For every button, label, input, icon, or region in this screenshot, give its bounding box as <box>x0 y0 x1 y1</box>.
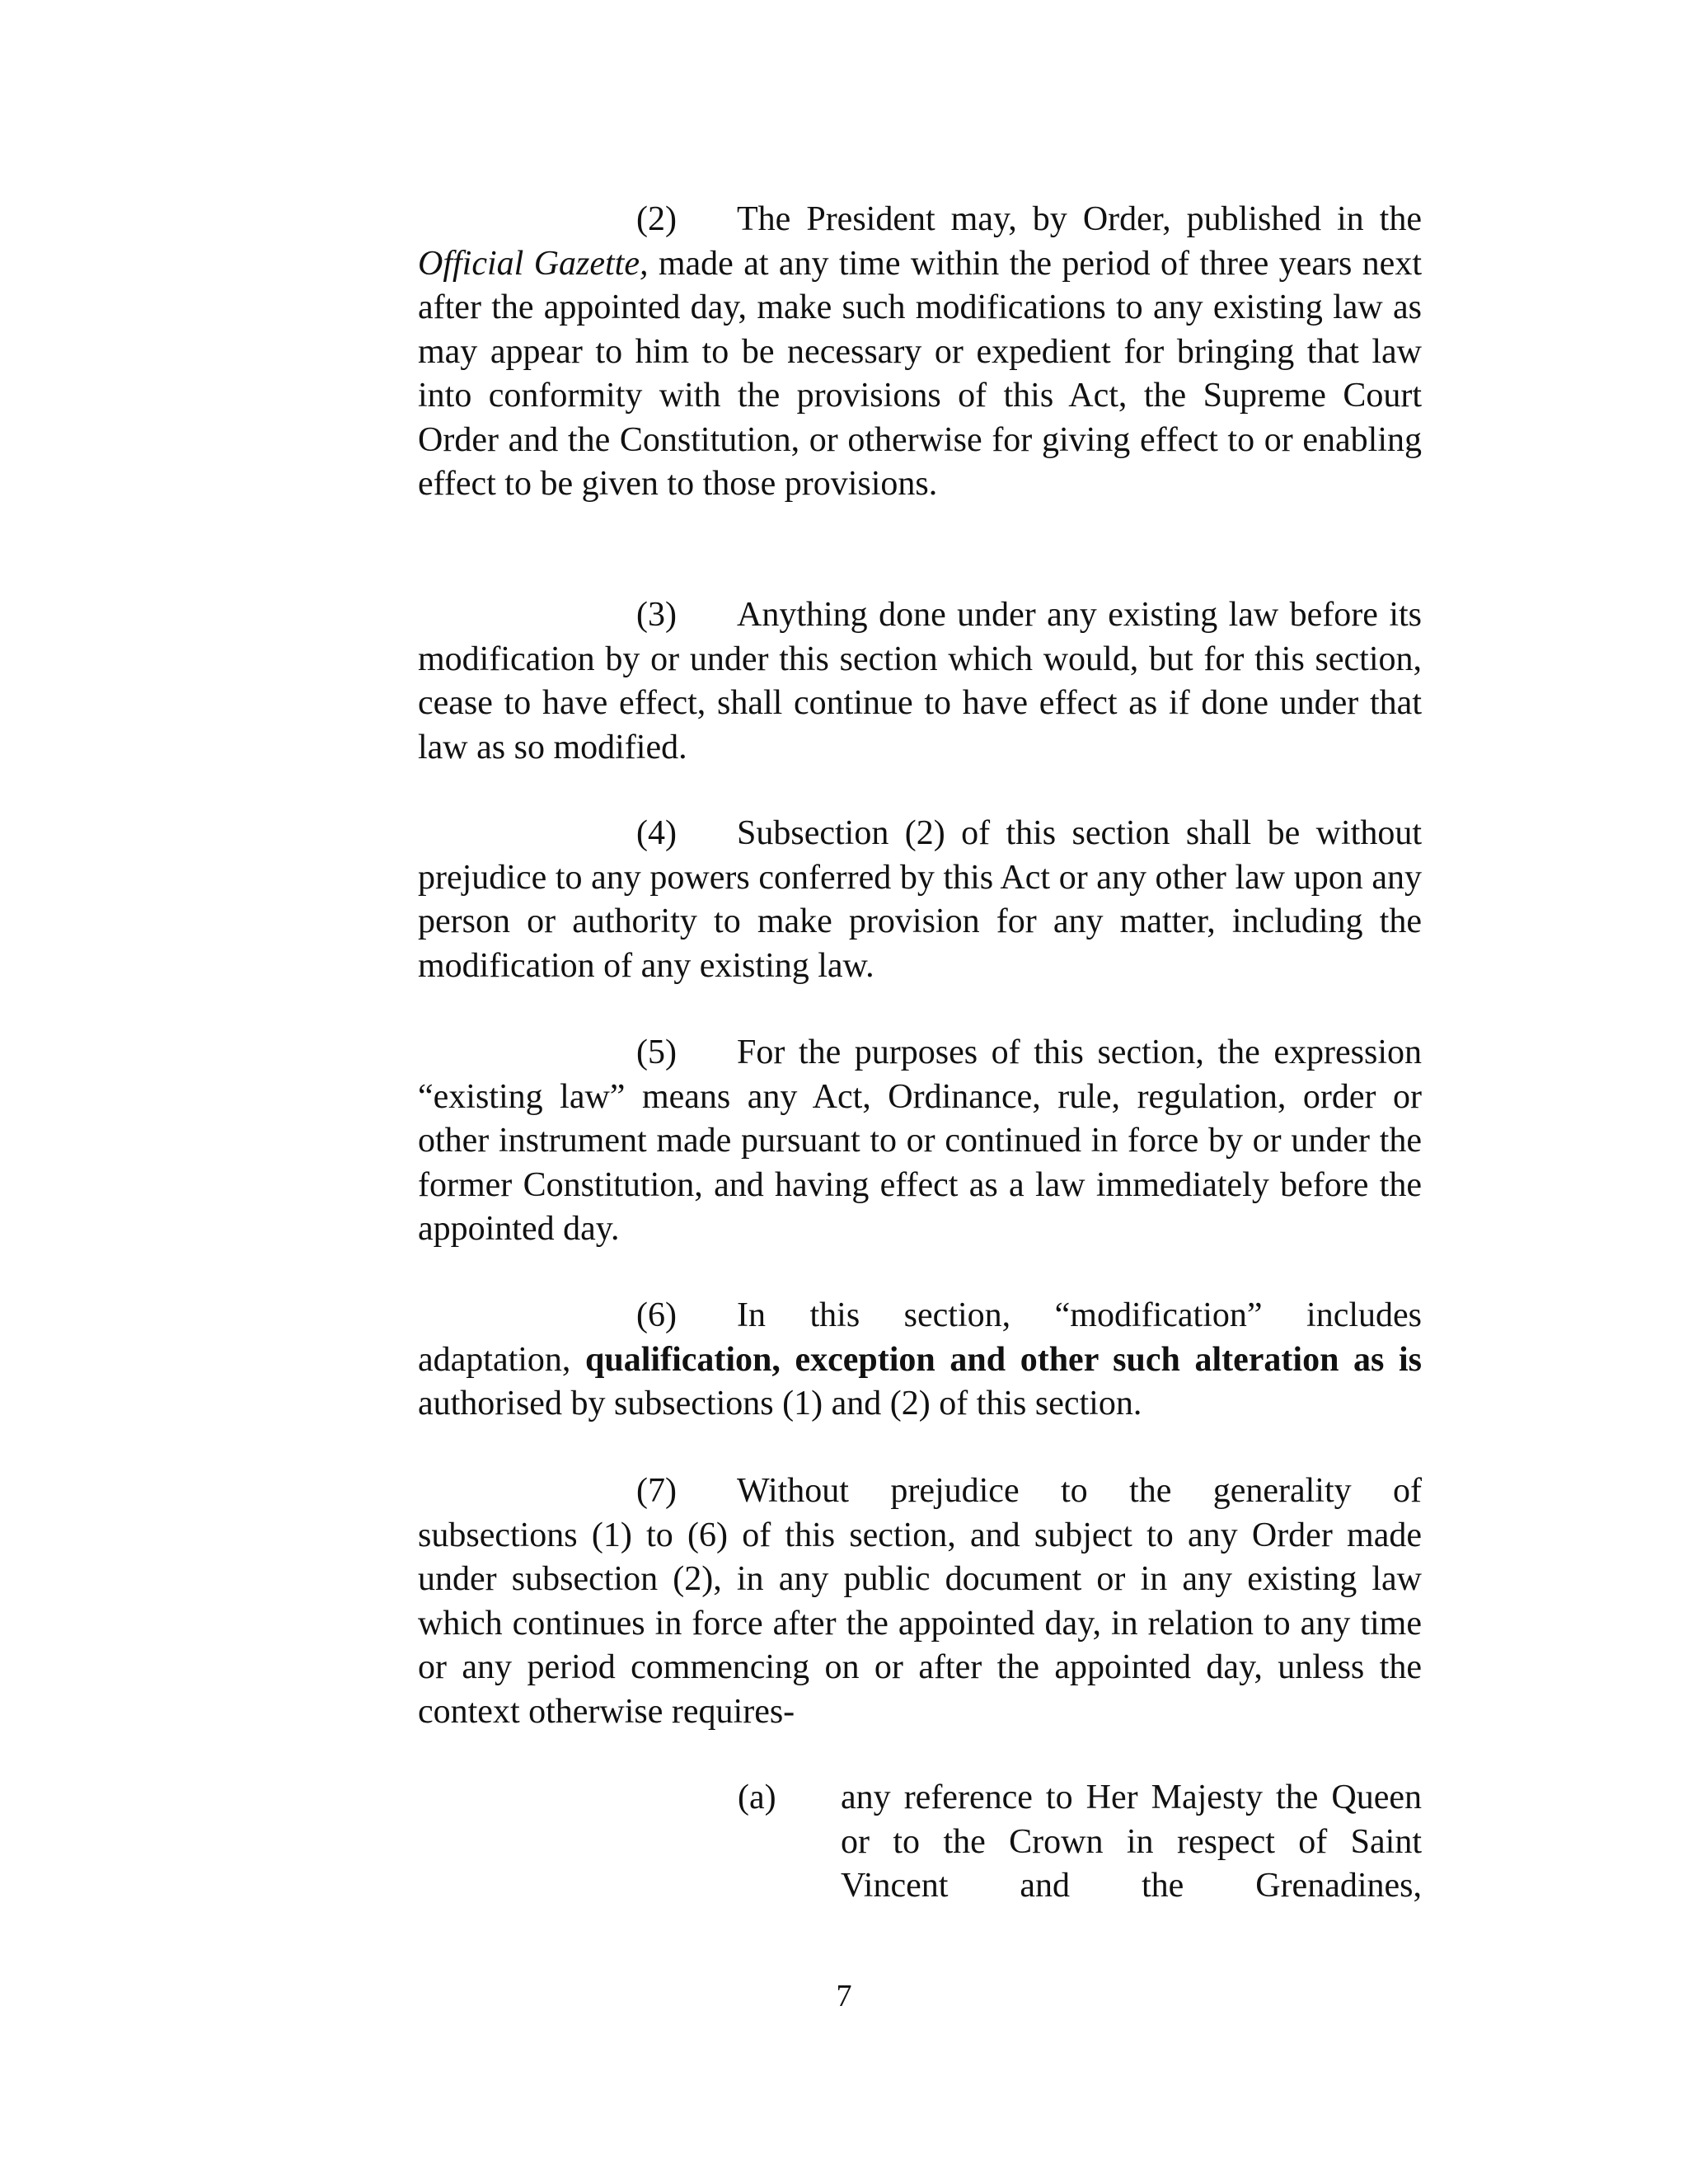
italic-text: Official Gazette, <box>418 244 649 283</box>
subsection-5 <box>418 1031 1422 1252</box>
paragraph <box>418 198 1422 507</box>
paragraph <box>418 1469 1422 1734</box>
paragraph <box>418 1031 1422 1252</box>
paragraph <box>418 1294 1422 1427</box>
subsection-7 <box>418 1469 1422 1734</box>
subsection-number: (6) <box>636 1296 677 1334</box>
bold-text: qualification, exception and other such alteration as is <box>585 1340 1422 1379</box>
paragraph-text: Subsection (2) of this section shall be without prejudice to any powers conferred by this Act or any other law upon any person or authority to make provision for any matter, including the modification of any existing law. <box>418 814 1422 985</box>
list-item-text: any reference to Her Majesty the Queen or to the Crown in respect of Saint Vincent and the Grenadines, <box>841 1779 1422 1905</box>
subsection-number: (5) <box>636 1033 677 1071</box>
subsection-4 <box>418 812 1422 988</box>
paragraph-text: The President may, by Order, published in the <box>737 200 1422 238</box>
paragraph-text: Anything done under any existing law before its modification by or under this section which would, but for this section, cease to have effect, shall continue to have effect as if done under that law as so modified. <box>418 596 1422 766</box>
paragraph <box>418 812 1422 988</box>
list-item-label: (a) <box>738 1779 776 1816</box>
subsection-3 <box>418 593 1422 770</box>
subsection-number: (3) <box>636 596 677 634</box>
page-number: 7 <box>836 1979 852 2013</box>
list-item-a <box>738 1776 1422 1909</box>
paragraph-text: Without prejudice to the generality of subsections (1) to (6) of this section, and subject to any Order made under subsection (2), in any public document or in any existing law which continues in force after the appointed day, in relation to any time or any period commencing on or after the appointed day, unless the context otherwise requires- <box>418 1472 1422 1731</box>
paragraph-text: made at any time within the period of three years next after the appointed day, make such modifications to any existing law as may appear to him to be necessary or expedient for bringing that law into conformity with the provisions of this Act, the Supreme Court Order and the Constitution, or otherwise for giving effect to or enabling effect to be given to those provisions. <box>418 244 1422 503</box>
subsection-2 <box>418 198 1422 507</box>
subsection-number: (7) <box>636 1472 677 1510</box>
subsection-number: (2) <box>636 200 677 238</box>
paragraph <box>418 593 1422 770</box>
paragraph-text: authorised by subsections (1) and (2) of this section. <box>418 1385 1142 1422</box>
subsection-6 <box>418 1294 1422 1427</box>
paragraph-text: In this section, “modification” includes adaptation, <box>418 1296 1422 1379</box>
paragraph-text: For the purposes of this section, the expression “existing law” means any Act, Ordinance, rule, regulation, order or other instrument made pursuant to or continued in force by or under the former Constitution, and having effect as a law immediately before the appointed day. <box>418 1033 1422 1248</box>
subsection-number: (4) <box>636 814 677 852</box>
